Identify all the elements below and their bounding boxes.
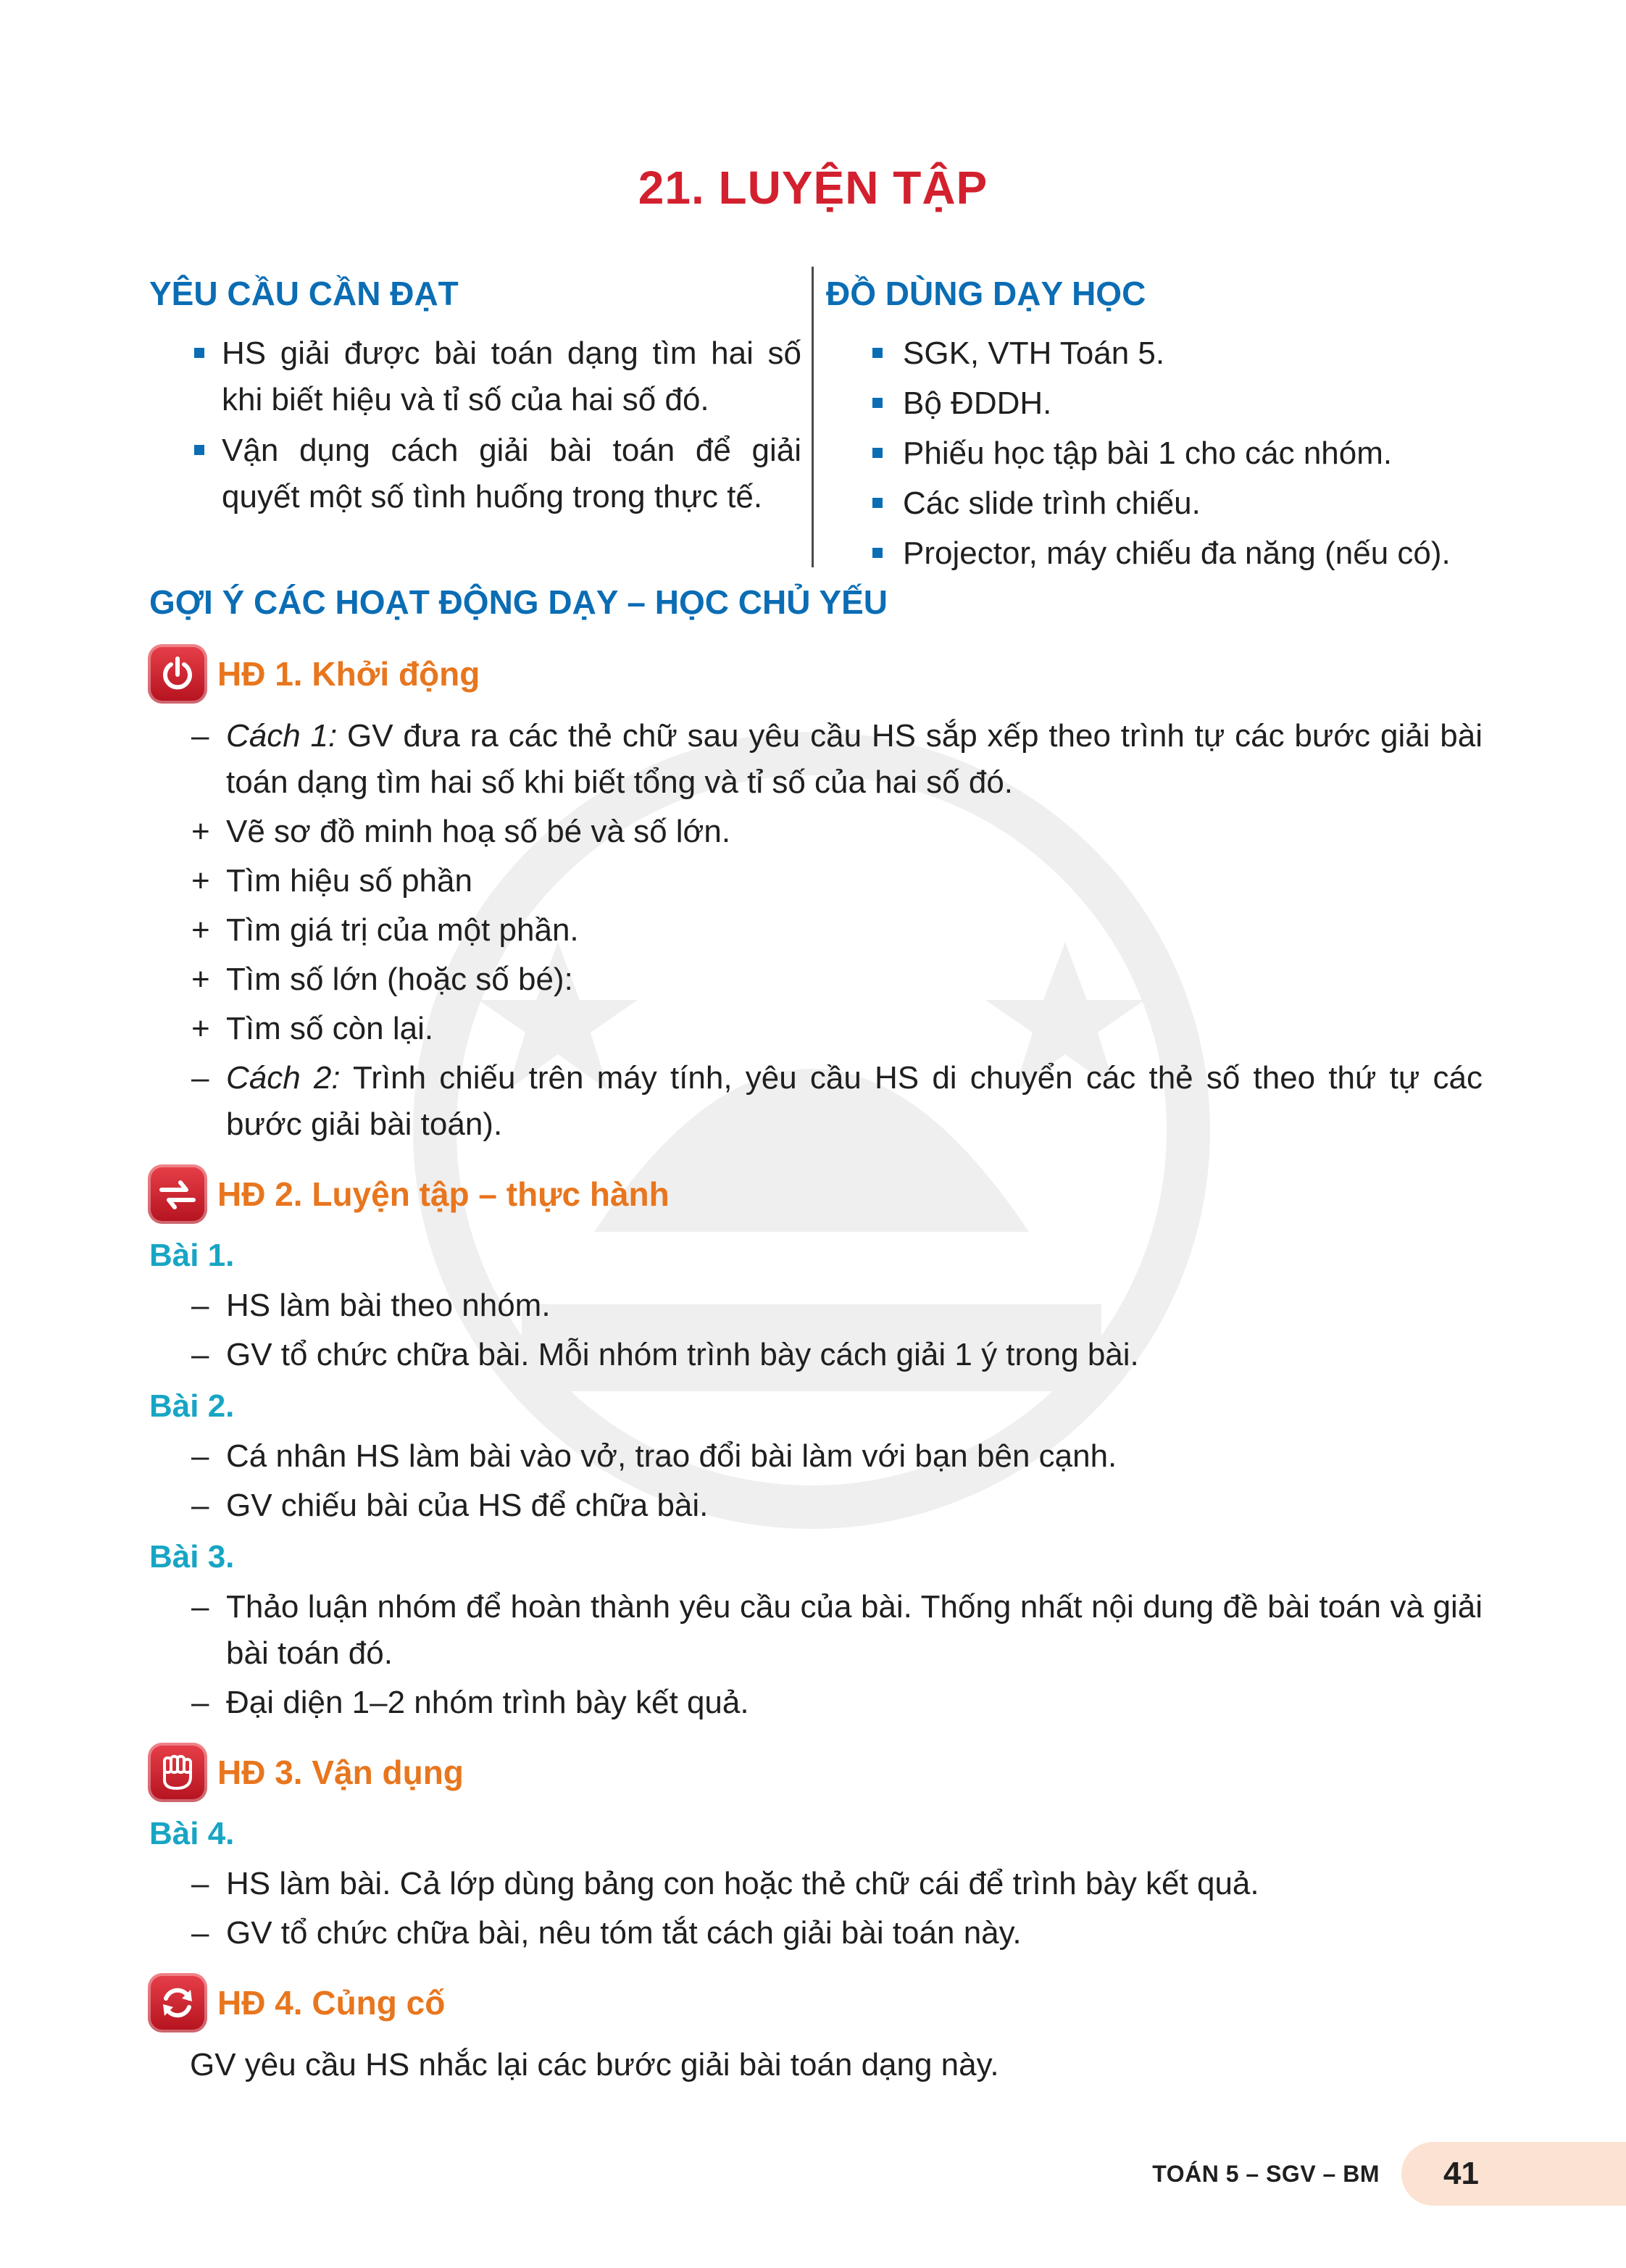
materials-section [826,268,1522,580]
page-number: 41 [1401,2142,1626,2206]
square-bullet-icon [872,448,883,458]
activity-1-header [148,643,1483,704]
square-bullet-icon [872,548,883,558]
square-bullet-icon [872,398,883,408]
square-bullet-icon [194,445,204,455]
exercise-2-label: Bài 2. [149,1388,235,1424]
list-item: – Cách 1: GV đưa ra các thẻ chữ sau yêu cầu HS sắp xếp theo trình tự các bước giải bài toán dạng tìm hai số khi biết tổng và tỉ số của hai số đó. [191,718,1483,800]
materials-list [826,330,1522,577]
activity-3-title: HĐ 3. Vận dụng [217,1754,464,1791]
square-bullet-icon [872,348,883,358]
activities-heading: GỢI Ý CÁC HOẠT ĐỘNG DẠY – HỌC CHỦ YẾU [149,583,888,621]
list-item: + Vẽ sơ đồ minh hoạ số bé và số lớn. [191,814,731,849]
list-item: – Đại diện 1–2 nhóm trình bày kết quả. [191,1685,749,1720]
list-item: Các slide trình chiếu. [826,480,1522,527]
square-bullet-icon [872,498,883,508]
exercise-1-label: Bài 1. [149,1238,235,1273]
requirements-heading: YÊU CẦU CẦN ĐẠT [149,275,459,312]
list-item: – Cách 2: Trình chiếu trên máy tính, yêu cầu HS di chuyển các thẻ số theo thứ tự các bước giải bài toán). [191,1060,1483,1142]
activity-4-header [148,1972,1483,2033]
exchange-arrows-icon [148,1164,207,1224]
list-item: Bộ ĐDDH. [826,380,1522,427]
list-item: – GV chiếu bài của HS để chữa bài. [191,1488,709,1523]
activities-section [149,577,1483,2088]
list-item: – HS làm bài. Cả lớp dùng bảng con hoặc thẻ chữ cái để trình bày kết quả. [191,1866,1259,1901]
exercise-3-label: Bài 3. [149,1539,235,1575]
activity-2-header [148,1164,1483,1225]
page-footer [1152,2142,1626,2206]
materials-heading: ĐỒ DÙNG DẠY HỌC [826,275,1146,312]
power-icon [148,644,207,704]
list-item: + Tìm số còn lại. [191,1011,434,1046]
activity-1-title: HĐ 1. Khởi động [217,655,480,693]
list-item: – GV tổ chức chữa bài. Mỗi nhóm trình bày cách giải 1 ý trong bài. [191,1337,1139,1372]
list-item: – Thảo luận nhóm để hoàn thành yêu cầu của bài. Thống nhất nội dung đề bài toán và giải bài toán đó. [191,1589,1483,1671]
list-item: SGK, VTH Toán 5. [826,330,1522,377]
activity-4-text: GV yêu cầu HS nhắc lại các bước giải bài toán dạng này. [190,2047,999,2083]
exercise-4-label: Bài 4. [149,1816,235,1851]
activity-2-title: HĐ 2. Luyện tập – thực hành [217,1175,670,1213]
column-divider [812,267,814,567]
list-item: – HS làm bài theo nhóm. [191,1288,551,1323]
activity-3-header [148,1742,1483,1803]
square-bullet-icon [194,348,204,358]
list-item: + Tìm giá trị của một phần. [191,912,579,948]
list-item: – GV tổ chức chữa bài, nêu tóm tắt cách giải bài toán này. [191,1915,1022,1951]
requirements-section [149,268,801,525]
refresh-icon [148,1973,207,2033]
list-item: + Tìm hiệu số phần [191,863,472,899]
list-item: Vận dụng cách giải bài toán để giải quyết một số tình huống trong thực tế. [149,428,801,520]
list-item: Projector, máy chiếu đa năng (nếu có). [826,530,1522,577]
fist-icon [148,1743,207,1802]
lesson-title: 21. LUYỆN TẬP [638,162,988,214]
book-label: TOÁN 5 – SGV – BM [1152,2160,1380,2187]
list-item: + Tìm số lớn (hoặc số bé): [191,962,573,997]
list-item: HS giải được bài toán dạng tìm hai số khi biết hiệu và tỉ số của hai số đó. [149,330,801,423]
list-item: Phiếu học tập bài 1 cho các nhóm. [826,430,1522,477]
requirements-list [149,330,801,520]
list-item: – Cá nhân HS làm bài vào vở, trao đổi bài làm với bạn bên cạnh. [191,1438,1117,1474]
activity-4-title: HĐ 4. Củng cố [217,1984,446,2022]
